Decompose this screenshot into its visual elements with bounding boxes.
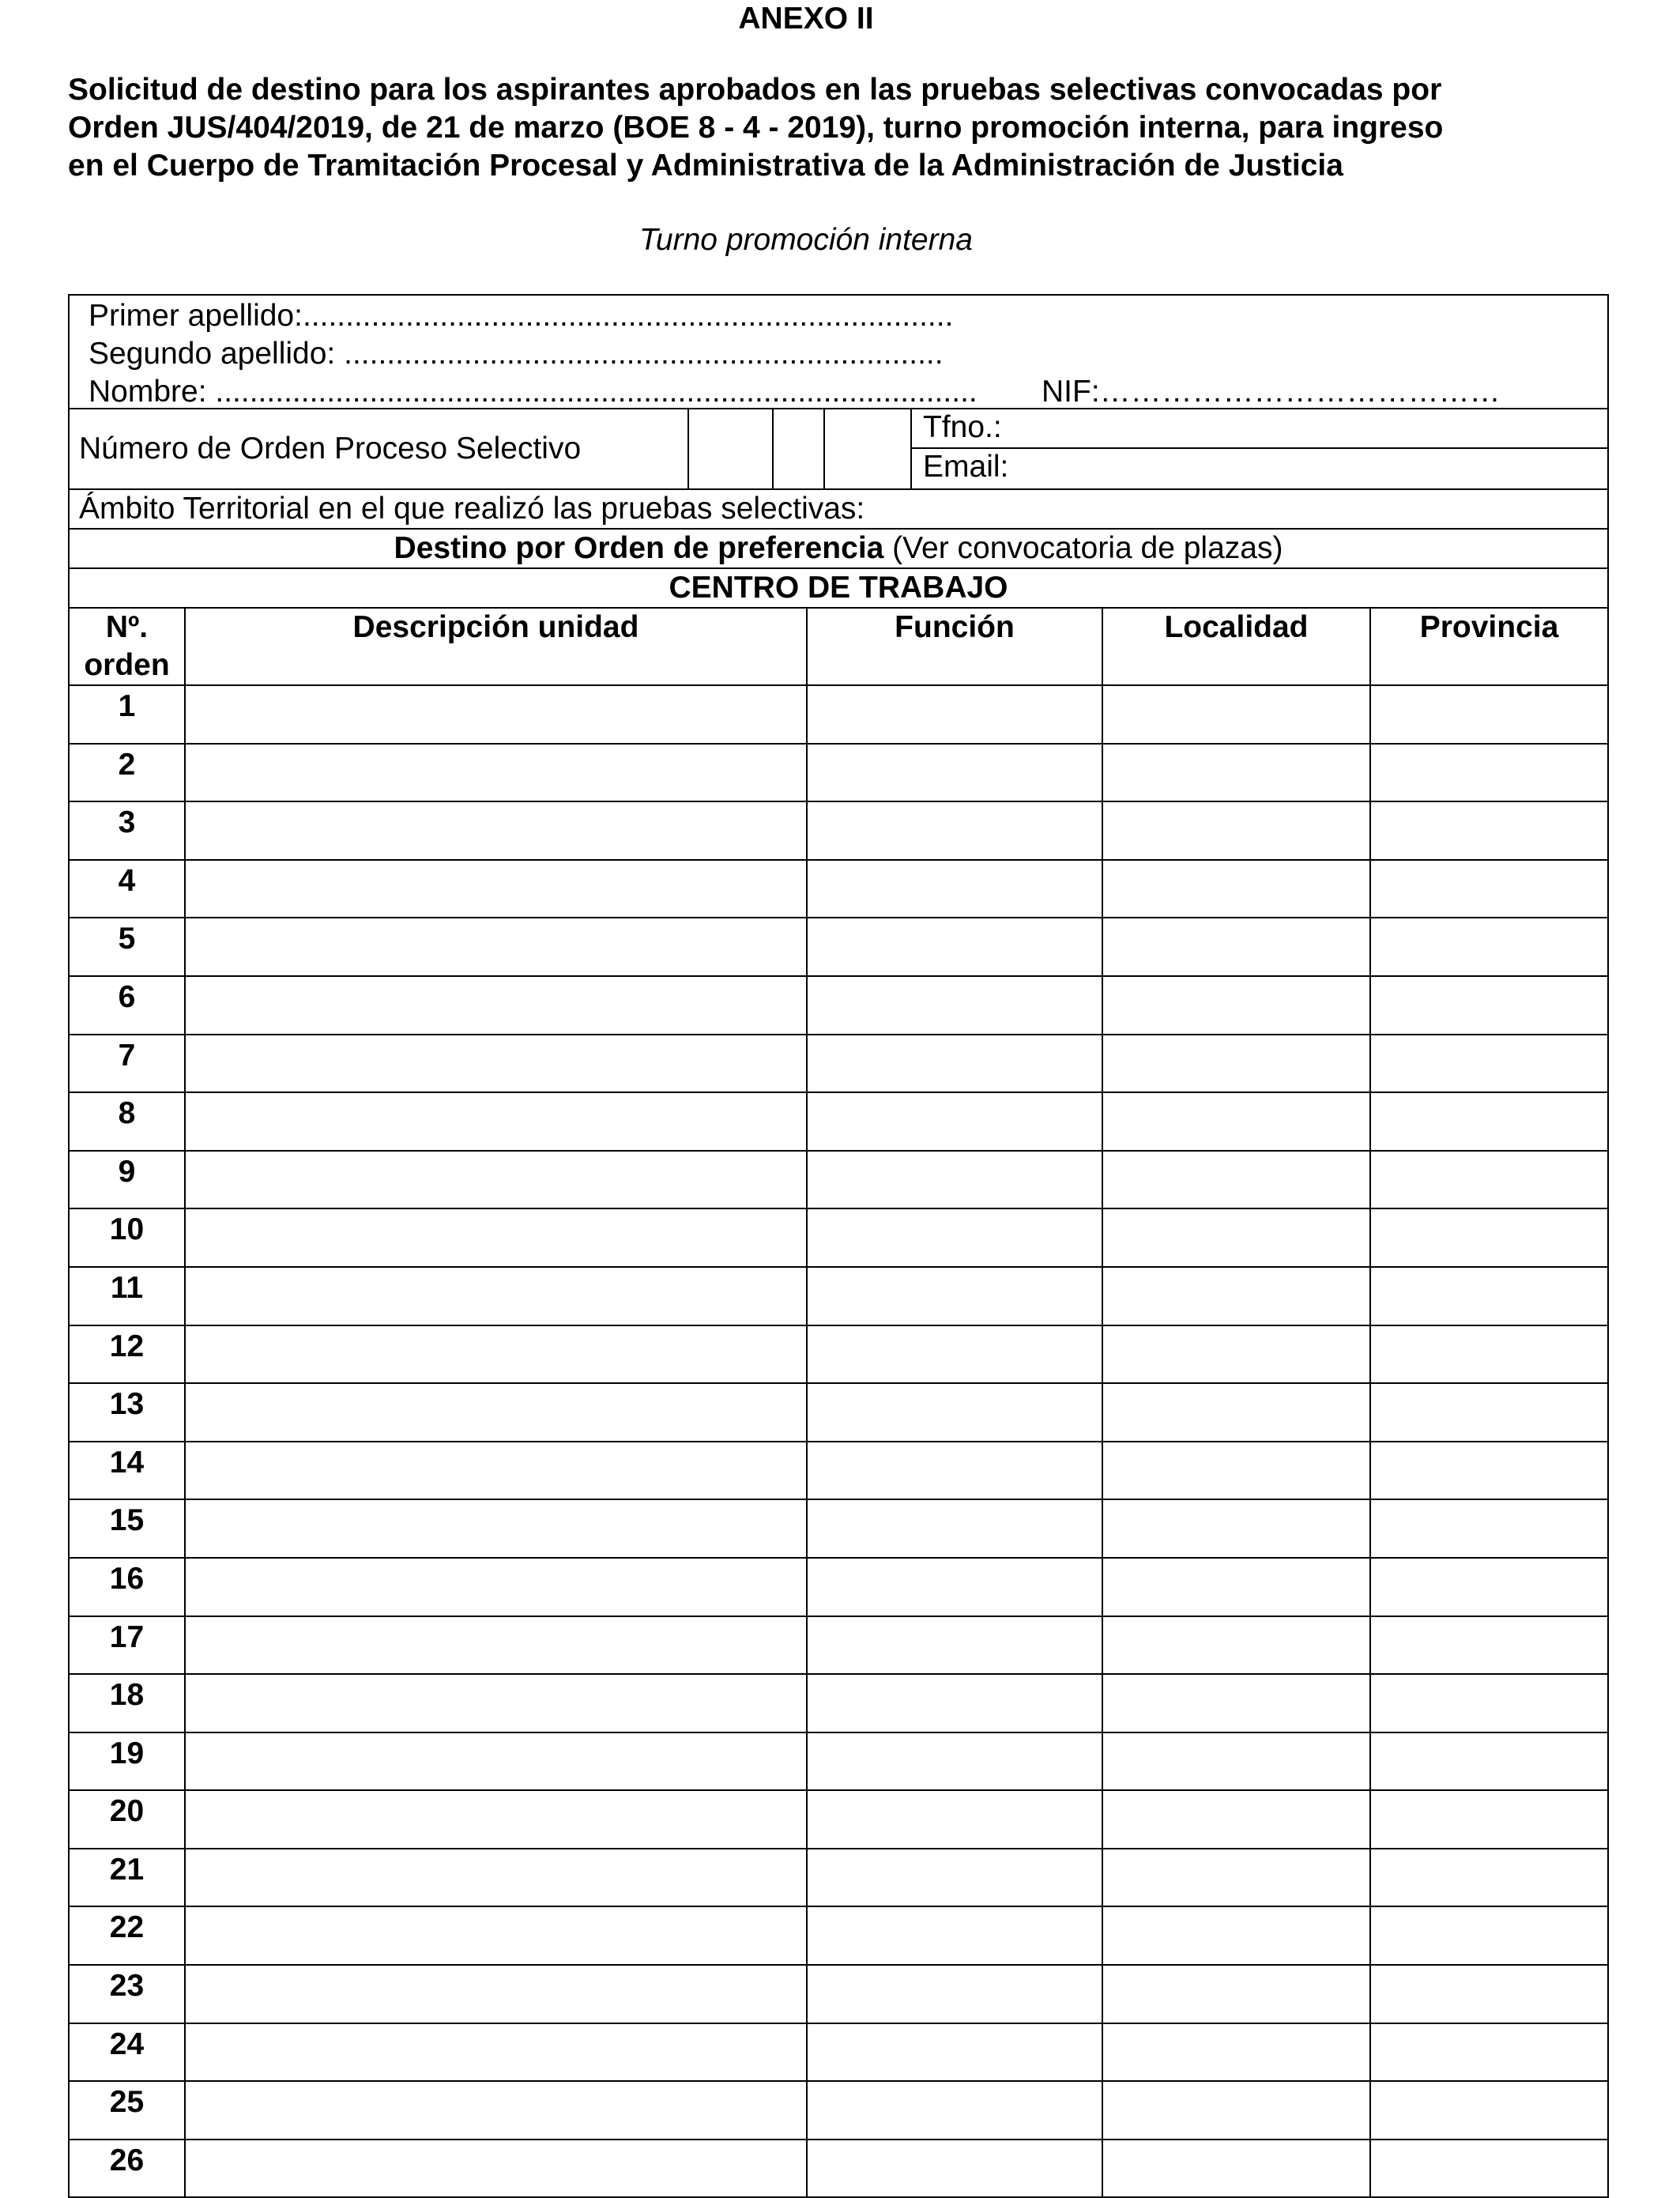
localidad-cell[interactable] <box>1102 1035 1370 1093</box>
table-row <box>70 2023 1607 2082</box>
table-row <box>70 1325 1607 1384</box>
order-digit-box[interactable] <box>689 409 774 488</box>
localidad-cell[interactable] <box>1102 1208 1370 1267</box>
centro-trabajo-header: CENTRO DE TRABAJO <box>70 569 1607 609</box>
localidad-cell[interactable] <box>1102 860 1370 918</box>
identity-section <box>70 296 1607 409</box>
table-row <box>70 2140 1607 2197</box>
funcion-cell[interactable] <box>807 1732 1102 1791</box>
provincia-cell[interactable] <box>1370 976 1607 1035</box>
descripcion-cell[interactable] <box>185 1616 807 1675</box>
descripcion-cell[interactable] <box>185 1965 807 2023</box>
descripcion-cell[interactable] <box>185 1906 807 1965</box>
provincia-cell[interactable] <box>1370 2081 1607 2140</box>
email-field[interactable]: Email: <box>923 450 1009 484</box>
num-header-line: orden <box>84 648 170 682</box>
provincia-cell[interactable] <box>1370 1208 1607 1267</box>
descripcion-cell[interactable] <box>185 801 807 860</box>
localidad-cell[interactable] <box>1102 1267 1370 1325</box>
column-header-num <box>70 609 185 685</box>
table-row <box>70 1790 1607 1849</box>
table-row <box>70 1092 1607 1151</box>
funcion-cell[interactable] <box>807 1267 1102 1325</box>
descripcion-cell[interactable] <box>185 1442 807 1500</box>
localidad-cell[interactable] <box>1102 1092 1370 1151</box>
provincia-cell[interactable] <box>1370 744 1607 802</box>
localidad-cell[interactable] <box>1102 1906 1370 1965</box>
provincia-cell[interactable] <box>1370 1616 1607 1675</box>
heading-line: en el Cuerpo de Tramitación Procesal y Administrativa de la Administración de Justicia <box>68 149 1343 183</box>
funcion-cell[interactable] <box>807 2023 1102 2082</box>
table-row <box>70 1151 1607 1209</box>
order-number-cell: 10 <box>70 1208 185 1267</box>
column-header-descripcion: Descripción unidad <box>185 609 807 685</box>
column-header-provincia: Provincia <box>1370 609 1607 685</box>
funcion-cell[interactable] <box>807 976 1102 1035</box>
table-row <box>70 1965 1607 2023</box>
descripcion-cell[interactable] <box>185 1035 807 1093</box>
descripcion-cell[interactable] <box>185 1790 807 1849</box>
provincia-cell[interactable] <box>1370 801 1607 860</box>
funcion-cell[interactable] <box>807 1092 1102 1151</box>
funcion-cell[interactable] <box>807 1965 1102 2023</box>
funcion-cell[interactable] <box>807 1383 1102 1442</box>
subtitle: Turno promoción interna <box>639 223 973 257</box>
order-number-cell: 9 <box>70 1151 185 1209</box>
provincia-cell[interactable] <box>1370 1674 1607 1732</box>
column-header-funcion: Función <box>807 609 1102 685</box>
order-number-cell: 11 <box>70 1267 185 1325</box>
table-body <box>70 685 1607 2196</box>
order-number-cell: 21 <box>70 1849 185 1907</box>
table-row <box>70 976 1607 1035</box>
funcion-cell[interactable] <box>807 744 1102 802</box>
localidad-cell[interactable] <box>1102 1325 1370 1384</box>
annex-title: ANEXO II <box>738 2 874 36</box>
order-number-cell: 8 <box>70 1092 185 1151</box>
localidad-cell[interactable] <box>1102 1790 1370 1849</box>
provincia-cell[interactable] <box>1370 1442 1607 1500</box>
table-row <box>70 2081 1607 2140</box>
order-number-cell: 1 <box>70 685 185 744</box>
application-form <box>68 294 1609 2198</box>
table-row <box>70 1383 1607 1442</box>
table-row <box>70 1732 1607 1791</box>
funcion-cell[interactable] <box>807 1558 1102 1616</box>
localidad-cell[interactable] <box>1102 1151 1370 1209</box>
funcion-cell[interactable] <box>807 860 1102 918</box>
provincia-cell[interactable] <box>1370 685 1607 744</box>
descripcion-cell[interactable] <box>185 685 807 744</box>
funcion-cell[interactable] <box>807 1849 1102 1907</box>
provincia-cell[interactable] <box>1370 1965 1607 2023</box>
order-number-cell: 22 <box>70 1906 185 1965</box>
descripcion-cell[interactable] <box>185 1849 807 1907</box>
provincia-cell[interactable] <box>1370 1906 1607 1965</box>
table-row <box>70 1035 1607 1093</box>
provincia-cell[interactable] <box>1370 1790 1607 1849</box>
order-number-cell: 5 <box>70 918 185 976</box>
provincia-cell[interactable] <box>1370 860 1607 918</box>
nombre-field[interactable]: Nombre: ......................................................................................... <box>89 375 977 409</box>
funcion-cell[interactable] <box>807 918 1102 976</box>
order-number-cell: 4 <box>70 860 185 918</box>
localidad-cell[interactable] <box>1102 2023 1370 2082</box>
table-row <box>70 744 1607 802</box>
preference-row <box>70 530 1607 569</box>
order-digit-box[interactable] <box>774 409 825 488</box>
localidad-cell[interactable] <box>1102 1674 1370 1732</box>
order-number-cell: 2 <box>70 744 185 802</box>
provincia-cell[interactable] <box>1370 1849 1607 1907</box>
localidad-cell[interactable] <box>1102 1558 1370 1616</box>
provincia-cell[interactable] <box>1370 918 1607 976</box>
order-number-cell: 14 <box>70 1442 185 1500</box>
descripcion-cell[interactable] <box>185 918 807 976</box>
localidad-cell[interactable] <box>1102 1499 1370 1558</box>
localidad-cell[interactable] <box>1102 976 1370 1035</box>
funcion-cell[interactable] <box>807 1906 1102 1965</box>
descripcion-cell[interactable] <box>185 1325 807 1384</box>
order-number-cell: 20 <box>70 1790 185 1849</box>
table-header-row <box>70 609 1607 685</box>
descripcion-cell[interactable] <box>185 1151 807 1209</box>
funcion-cell[interactable] <box>807 1035 1102 1093</box>
descripcion-cell[interactable] <box>185 1208 807 1267</box>
funcion-cell[interactable] <box>807 1499 1102 1558</box>
localidad-cell[interactable] <box>1102 685 1370 744</box>
descripcion-cell[interactable] <box>185 1267 807 1325</box>
descripcion-cell[interactable] <box>185 744 807 802</box>
table-row <box>70 1267 1607 1325</box>
order-number-cell: 12 <box>70 1325 185 1384</box>
num-header-line: Nº. <box>105 610 149 644</box>
order-number-cell: 23 <box>70 1965 185 2023</box>
column-header-localidad: Localidad <box>1102 609 1370 685</box>
descripcion-cell[interactable] <box>185 2081 807 2140</box>
funcion-cell[interactable] <box>807 1151 1102 1209</box>
nif-field[interactable]: NIF:………………………………… <box>1042 375 1501 409</box>
table-row <box>70 1906 1607 1965</box>
order-number-row <box>70 409 1607 490</box>
provincia-cell[interactable] <box>1370 1325 1607 1384</box>
descripcion-cell[interactable] <box>185 1499 807 1558</box>
provincia-cell[interactable] <box>1370 1092 1607 1151</box>
table-row <box>70 1674 1607 1732</box>
table-row <box>70 1849 1607 1907</box>
descripcion-cell[interactable] <box>185 1674 807 1732</box>
descripcion-cell[interactable] <box>185 860 807 918</box>
provincia-cell[interactable] <box>1370 1035 1607 1093</box>
heading-line: Orden JUS/404/2019, de 21 de marzo (BOE 8 - 4 - 2019), turno promoción interna, para ingreso <box>68 111 1444 145</box>
funcion-cell[interactable] <box>807 685 1102 744</box>
document-heading <box>68 71 1617 185</box>
localidad-cell[interactable] <box>1102 1732 1370 1791</box>
heading-line: Solicitud de destino para los aspirantes aprobados en las pruebas selectivas convocadas por <box>68 73 1442 107</box>
table-row <box>70 1208 1607 1267</box>
primer-apellido-field[interactable]: Primer apellido:............................................................................ <box>89 299 954 333</box>
provincia-cell[interactable] <box>1370 1732 1607 1791</box>
localidad-cell[interactable] <box>1102 744 1370 802</box>
provincia-cell[interactable] <box>1370 1151 1607 1209</box>
funcion-cell[interactable] <box>807 1208 1102 1267</box>
order-number-cell: 25 <box>70 2081 185 2140</box>
order-number-cell: 18 <box>70 1674 185 1732</box>
table-row <box>70 685 1607 744</box>
funcion-cell[interactable] <box>807 1616 1102 1675</box>
contact-section <box>912 409 1607 488</box>
order-number-cell: 13 <box>70 1383 185 1442</box>
funcion-cell[interactable] <box>807 2081 1102 2140</box>
provincia-cell[interactable] <box>1370 1383 1607 1442</box>
order-number-cell: 17 <box>70 1616 185 1675</box>
order-number-cell: 15 <box>70 1499 185 1558</box>
provincia-cell[interactable] <box>1370 2140 1607 2197</box>
order-number-cell: 26 <box>70 2140 185 2197</box>
funcion-cell[interactable] <box>807 2140 1102 2197</box>
localidad-cell[interactable] <box>1102 2140 1370 2197</box>
descripcion-cell[interactable] <box>185 1732 807 1791</box>
table-row <box>70 860 1607 918</box>
descripcion-cell[interactable] <box>185 1558 807 1616</box>
order-digit-box[interactable] <box>825 409 912 488</box>
funcion-cell[interactable] <box>807 801 1102 860</box>
order-number-cell: 6 <box>70 976 185 1035</box>
order-number-cell: 16 <box>70 1558 185 1616</box>
table-row <box>70 1499 1607 1558</box>
table-row <box>70 1558 1607 1616</box>
funcion-cell[interactable] <box>807 1674 1102 1732</box>
descripcion-cell[interactable] <box>185 1092 807 1151</box>
localidad-cell[interactable] <box>1102 801 1370 860</box>
provincia-cell[interactable] <box>1370 2023 1607 2082</box>
descripcion-cell[interactable] <box>185 976 807 1035</box>
order-number-label: Número de Orden Proceso Selectivo <box>70 409 689 488</box>
segundo-apellido-field[interactable]: Segundo apellido: ...................................................................... <box>89 337 944 371</box>
provincia-cell[interactable] <box>1370 1558 1607 1616</box>
localidad-cell[interactable] <box>1102 1616 1370 1675</box>
territorial-field[interactable]: Ámbito Territorial en el que realizó las pruebas selectivas: <box>70 490 1607 530</box>
localidad-cell[interactable] <box>1102 918 1370 976</box>
provincia-cell[interactable] <box>1370 1267 1607 1325</box>
funcion-cell[interactable] <box>807 1325 1102 1384</box>
order-number-cell: 3 <box>70 801 185 860</box>
preference-bold-text: Destino por Orden de preferencia <box>394 531 884 565</box>
table-row <box>70 801 1607 860</box>
descripcion-cell[interactable] <box>185 2140 807 2197</box>
descripcion-cell[interactable] <box>185 2023 807 2082</box>
localidad-cell[interactable] <box>1102 1442 1370 1500</box>
funcion-cell[interactable] <box>807 1790 1102 1849</box>
provincia-cell[interactable] <box>1370 1499 1607 1558</box>
table-row <box>70 1442 1607 1500</box>
order-number-cell: 19 <box>70 1732 185 1791</box>
destination-table <box>70 609 1607 2196</box>
localidad-cell[interactable] <box>1102 1383 1370 1442</box>
table-row <box>70 918 1607 976</box>
funcion-cell[interactable] <box>807 1442 1102 1500</box>
order-number-cell: 7 <box>70 1035 185 1093</box>
localidad-cell[interactable] <box>1102 2081 1370 2140</box>
localidad-cell[interactable] <box>1102 1849 1370 1907</box>
preference-note: (Ver convocatoria de plazas) <box>883 531 1283 565</box>
localidad-cell[interactable] <box>1102 1965 1370 2023</box>
descripcion-cell[interactable] <box>185 1383 807 1442</box>
order-number-cell: 24 <box>70 2023 185 2082</box>
phone-field[interactable]: Tfno.: <box>912 409 1607 449</box>
table-row <box>70 1616 1607 1675</box>
